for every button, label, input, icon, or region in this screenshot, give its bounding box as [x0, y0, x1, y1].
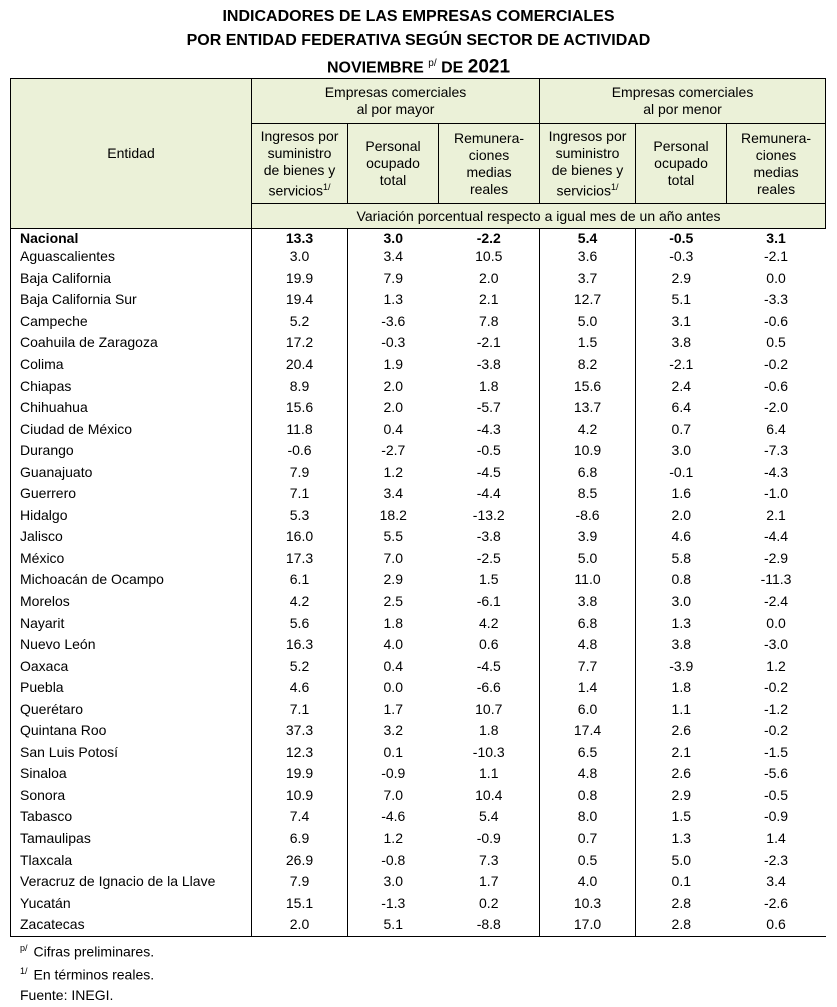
cell-remuneraciones-mayor: 2.1	[439, 289, 540, 311]
cell-personal-menor: -3.9	[669, 657, 694, 674]
cell-remuneraciones-mayor: 1.8	[439, 720, 540, 742]
cell-entidad: Chihuahua	[11, 397, 252, 419]
cell-ingresos-mayor: 13.3	[252, 229, 348, 247]
cell-ingresos-mayor: 12.3	[252, 742, 348, 764]
cell-ingresos-mayor: 4.6	[252, 677, 348, 699]
cell-ingresos-menor: 6.8	[540, 461, 636, 483]
cell-personal-mayor: 0.4	[383, 657, 403, 674]
table-row	[11, 526, 826, 548]
cell-remuneraciones-mayor: -13.2	[439, 505, 540, 527]
cell-ingresos-menor: 12.7	[540, 289, 636, 311]
cell-personal-mayor: 5.1	[348, 914, 439, 936]
cell-entidad: Guanajuato	[11, 461, 252, 483]
cell-personal-menor: 4.6	[671, 528, 691, 545]
cell-remuneraciones-mayor: -5.7	[439, 397, 540, 419]
cell-ingresos-menor: 4.2	[540, 418, 636, 440]
cell-entidad: Zacatecas	[11, 914, 252, 936]
cell-entidad: Sonora	[11, 785, 252, 807]
cell-personal-mayor: 1.9	[383, 356, 403, 372]
table-row	[11, 483, 826, 505]
cell-personal-mayor: -0.3	[381, 334, 406, 351]
cell-remuneraciones-mayor: -10.3	[439, 742, 540, 764]
cell-entidad: Hidalgo	[11, 505, 252, 527]
cell-ingresos-menor: 3.6	[540, 246, 636, 268]
table-row	[11, 914, 826, 936]
table-row	[11, 397, 826, 419]
table-row	[11, 720, 826, 742]
cell-ingresos-menor: 6.5	[540, 742, 636, 764]
cell-entidad: Tamaulipas	[11, 828, 252, 850]
cell-personal-menor: 3.0	[671, 593, 691, 610]
table-row	[11, 505, 826, 527]
cell-personal-menor: 0.1	[671, 873, 691, 890]
cell-remuneraciones-menor: 0.0	[766, 269, 786, 286]
cell-entidad: Durango	[11, 440, 252, 462]
cell-remuneraciones-menor: -5.6	[763, 765, 789, 782]
cell-ingresos-mayor: 17.2	[252, 332, 348, 354]
cell-remuneraciones-mayor: 10.4	[439, 785, 540, 807]
cell-personal-menor: 2.6	[671, 722, 691, 739]
cell-remuneraciones-mayor: 2.0	[439, 268, 540, 290]
cell-remuneraciones-menor: -2.9	[763, 549, 789, 566]
cell-remuneraciones-menor: -0.2	[763, 679, 789, 696]
cell-entidad: Jalisco	[11, 526, 252, 548]
cell-personal-mayor: 1.7	[383, 700, 403, 717]
cell-personal-mayor: 0.1	[383, 743, 403, 760]
header-remuneraciones-mayor: Remunera- ciones medias reales	[439, 124, 540, 204]
table-row	[11, 375, 826, 397]
table-row	[11, 332, 826, 354]
cell-personal-mayor: -4.6	[381, 808, 406, 825]
cell-ingresos-mayor: 15.6	[252, 397, 348, 419]
table-row	[11, 892, 826, 914]
cell-ingresos-mayor: 7.4	[252, 806, 348, 828]
cell-personal-menor: -2.1	[669, 356, 694, 372]
cell-ingresos-mayor: 8.9	[252, 375, 348, 397]
cell-ingresos-mayor: 3.0	[252, 246, 348, 268]
cell-personal-menor: 2.6	[671, 765, 691, 782]
cell-personal-menor: 6.4	[671, 399, 691, 416]
cell-ingresos-menor: 7.7	[540, 655, 636, 677]
cell-ingresos-mayor: 11.8	[252, 418, 348, 440]
cell-ingresos-menor: 6.8	[540, 612, 636, 634]
cell-ingresos-mayor: 17.3	[252, 548, 348, 570]
cell-personal-mayor: -2.7	[381, 442, 406, 459]
cell-remuneraciones-menor: -3.0	[763, 636, 789, 653]
cell-personal-menor: 0.8	[671, 571, 691, 588]
cell-remuneraciones-mayor: -3.8	[439, 354, 540, 376]
cell-remuneraciones-mayor: -3.8	[439, 526, 540, 548]
table-row	[11, 698, 826, 720]
cell-ingresos-mayor: 4.2	[252, 591, 348, 613]
cell-personal-menor: 2.8	[671, 894, 691, 911]
cell-remuneraciones-menor: -11.3	[760, 571, 792, 588]
cell-ingresos-mayor: 7.1	[252, 483, 348, 505]
cell-remuneraciones-mayor: -6.1	[439, 591, 540, 613]
cell-remuneraciones-mayor: -4.5	[439, 655, 540, 677]
cell-remuneraciones-menor: -2.3	[763, 851, 789, 868]
header-personal-mayor: Personal ocupado total	[348, 124, 439, 204]
cell-ingresos-menor: 1.5	[540, 332, 636, 354]
cell-personal-menor: 5.0	[671, 851, 691, 868]
title-line-2: POR ENTIDAD FEDERATIVA SEGÚN SECTOR DE ACTIVIDAD	[186, 32, 651, 49]
table-row	[11, 591, 826, 613]
cell-personal-mayor: 3.4	[383, 485, 403, 502]
cell-ingresos-mayor: 5.2	[252, 655, 348, 677]
cell-remuneraciones-menor: -1.0	[763, 485, 789, 502]
cell-remuneraciones-menor: -3.3	[763, 291, 789, 308]
cell-remuneraciones-menor: 2.1	[766, 506, 786, 523]
cell-remuneraciones-mayor: 1.8	[439, 375, 540, 397]
cell-entidad: Querétaro	[11, 698, 252, 720]
table-row	[11, 634, 826, 656]
cell-remuneraciones-mayor: 7.3	[439, 849, 540, 871]
cell-personal-mayor: -0.9	[381, 765, 406, 782]
cell-entidad: Guerrero	[11, 483, 252, 505]
cell-entidad: Chiapas	[11, 375, 252, 397]
cell-entidad: Colima	[11, 354, 252, 376]
table-row	[11, 785, 826, 807]
cell-remuneraciones-mayor: -2.1	[439, 332, 540, 354]
cell-remuneraciones-menor: 6.4	[766, 420, 786, 437]
cell-remuneraciones-menor: 0.5	[766, 334, 786, 351]
table-body	[11, 229, 826, 937]
cell-ingresos-mayor: 37.3	[252, 720, 348, 742]
cell-ingresos-menor: 5.0	[540, 311, 636, 333]
cell-ingresos-menor: 5.4	[540, 229, 636, 247]
cell-entidad: Sinaloa	[11, 763, 252, 785]
table-row	[11, 461, 826, 483]
footnote-source: Fuente: INEGI.	[20, 987, 114, 1004]
cell-personal-menor: -0.3	[669, 248, 694, 265]
cell-personal-mayor: 3.0	[383, 230, 403, 246]
header-remuneraciones-menor: Remunera- ciones medias reales	[727, 124, 826, 204]
cell-ingresos-mayor: 16.3	[252, 634, 348, 656]
cell-ingresos-menor: 3.9	[540, 526, 636, 548]
cell-personal-mayor: -3.6	[381, 312, 406, 329]
cell-ingresos-menor: 15.6	[540, 375, 636, 397]
table-row	[11, 354, 826, 376]
cell-personal-menor: 2.9	[671, 269, 691, 286]
cell-ingresos-mayor: 19.4	[252, 289, 348, 311]
table-row	[11, 569, 826, 591]
cell-ingresos-mayor: 10.9	[252, 785, 348, 807]
cell-ingresos-mayor: 26.9	[252, 849, 348, 871]
cell-personal-menor: 1.3	[671, 830, 691, 847]
cell-remuneraciones-menor: -0.2	[763, 356, 789, 372]
cell-ingresos-menor: 3.7	[540, 268, 636, 290]
cell-entidad: Nuevo León	[11, 634, 252, 656]
cell-personal-mayor: 7.0	[383, 549, 403, 566]
cell-personal-menor: 2.8	[636, 914, 727, 936]
cell-entidad: Nayarit	[11, 612, 252, 634]
table-row	[11, 763, 826, 785]
cell-remuneraciones-mayor: -2.2	[439, 229, 540, 247]
cell-remuneraciones-menor: -0.6	[763, 377, 789, 394]
title-year: 2021	[467, 56, 511, 78]
cell-entidad: Nacional	[11, 229, 252, 247]
cell-ingresos-mayor: 7.9	[252, 461, 348, 483]
cell-remuneraciones-menor: -0.2	[763, 722, 789, 739]
footnote-preliminary: $^{p/}$ Cifras preliminares.	[20, 943, 155, 960]
cell-personal-menor: 1.5	[671, 808, 691, 825]
cell-ingresos-menor: 3.8	[540, 591, 636, 613]
cell-personal-menor: 2.9	[671, 786, 691, 803]
header-group-mayor: Empresas comerciales al por mayor	[252, 79, 540, 124]
cell-ingresos-mayor: 19.9	[252, 268, 348, 290]
cell-entidad: Tabasco	[11, 806, 252, 828]
table-row	[11, 612, 826, 634]
cell-personal-mayor: 3.2	[383, 722, 403, 739]
cell-ingresos-menor: 6.0	[540, 698, 636, 720]
cell-entidad: Coahuila de Zaragoza	[11, 332, 252, 354]
cell-remuneraciones-menor: 3.4	[766, 873, 786, 890]
cell-personal-menor: 3.8	[671, 334, 691, 351]
cell-ingresos-menor: 0.8	[540, 785, 636, 807]
cell-remuneraciones-mayor: 0.2	[439, 892, 540, 914]
table-row	[11, 440, 826, 462]
cell-personal-menor: 3.8	[671, 636, 691, 653]
cell-ingresos-mayor: -0.6	[252, 440, 348, 462]
table-row	[11, 548, 826, 570]
cell-remuneraciones-menor: -2.1	[763, 248, 789, 265]
title-line-1: INDICADORES DE LAS EMPRESAS COMERCIALES	[222, 8, 615, 25]
cell-remuneraciones-menor: -7.3	[763, 442, 789, 459]
header-entidad: Entidad	[11, 79, 252, 229]
cell-entidad: Veracruz de Ignacio de la Llave	[11, 871, 252, 893]
table-row	[11, 418, 826, 440]
cell-entidad: Puebla	[11, 677, 252, 699]
cell-ingresos-menor: 4.8	[540, 634, 636, 656]
cell-remuneraciones-mayor: 1.5	[439, 569, 540, 591]
cell-remuneraciones-mayor: 1.7	[439, 871, 540, 893]
cell-ingresos-mayor: 15.1	[252, 892, 348, 914]
cell-ingresos-mayor: 5.6	[252, 612, 348, 634]
cell-personal-menor: 1.8	[671, 679, 691, 696]
cell-remuneraciones-mayor: 5.4	[439, 806, 540, 828]
header-personal-menor: Personal ocupado total	[636, 124, 727, 204]
cell-ingresos-mayor: 19.9	[252, 763, 348, 785]
cell-ingresos-menor: 0.5	[540, 849, 636, 871]
cell-remuneraciones-menor: -2.4	[763, 593, 789, 610]
cell-ingresos-menor: 8.2	[540, 354, 636, 376]
cell-personal-mayor: 18.2	[379, 506, 407, 523]
cell-personal-menor: 1.3	[671, 614, 691, 631]
cell-ingresos-mayor: 6.9	[252, 828, 348, 850]
cell-entidad: Oaxaca	[11, 655, 252, 677]
cell-personal-mayor: 2.9	[383, 571, 403, 588]
cell-personal-mayor: 2.5	[383, 593, 403, 610]
cell-personal-mayor: 2.0	[383, 377, 403, 394]
cell-remuneraciones-mayor: 4.2	[439, 612, 540, 634]
cell-ingresos-menor: -8.6	[540, 505, 636, 527]
cell-personal-mayor: 3.4	[383, 248, 403, 265]
cell-remuneraciones-menor: -2.0	[763, 399, 789, 416]
cell-entidad: Campeche	[11, 311, 252, 333]
table-row	[11, 246, 826, 268]
cell-entidad: Yucatán	[11, 892, 252, 914]
cell-ingresos-mayor: 7.9	[252, 871, 348, 893]
cell-ingresos-menor: 5.0	[540, 548, 636, 570]
cell-personal-mayor: 4.0	[383, 636, 403, 653]
cell-ingresos-menor: 8.5	[540, 483, 636, 505]
header-group-menor: Empresas comerciales al por menor	[540, 79, 826, 124]
cell-ingresos-menor: 11.0	[540, 569, 636, 591]
cell-ingresos-menor: 4.8	[540, 763, 636, 785]
cell-entidad: Baja California Sur	[11, 289, 252, 311]
cell-remuneraciones-menor: 0.0	[766, 614, 786, 631]
cell-personal-mayor: -0.8	[381, 851, 406, 868]
cell-ingresos-mayor: 16.0	[252, 526, 348, 548]
cell-remuneraciones-menor: -0.5	[763, 786, 789, 803]
cell-personal-mayor: -1.3	[381, 894, 406, 911]
table-row	[11, 828, 826, 850]
cell-ingresos-menor: 10.3	[540, 892, 636, 914]
cell-ingresos-mayor: 6.1	[252, 569, 348, 591]
cell-personal-menor: 2.4	[671, 377, 691, 394]
cell-remuneraciones-menor: 1.4	[766, 830, 786, 847]
header-ingresos-menor: Ingresos por suministro de bienes y servicios$^{1/}$	[540, 124, 636, 204]
cell-entidad: México	[11, 548, 252, 570]
cell-remuneraciones-menor: -1.2	[763, 700, 789, 717]
cell-personal-mayor: 1.3	[383, 291, 403, 308]
table-row	[11, 268, 826, 290]
cell-personal-mayor: 2.0	[383, 399, 403, 416]
table-row	[11, 311, 826, 333]
table-row	[11, 871, 826, 893]
cell-remuneraciones-mayor: 7.8	[439, 311, 540, 333]
table-row-nacional	[11, 229, 826, 247]
cell-ingresos-mayor: 5.3	[252, 505, 348, 527]
cell-personal-mayor: 7.0	[383, 786, 403, 803]
cell-ingresos-mayor: 7.1	[252, 698, 348, 720]
cell-entidad: Michoacán de Ocampo	[11, 569, 252, 591]
cell-remuneraciones-menor: -0.9	[763, 808, 789, 825]
cell-personal-mayor: 1.2	[383, 830, 403, 847]
cell-personal-menor: 2.1	[671, 743, 691, 760]
table-row	[11, 806, 826, 828]
cell-remuneraciones-menor: -1.5	[763, 743, 789, 760]
cell-remuneraciones-mayor: -0.5	[439, 440, 540, 462]
header-ingresos-mayor: Ingresos por suministro de bienes y servicios$^{1/}$	[252, 124, 348, 204]
cell-entidad: Tlaxcala	[11, 849, 252, 871]
cell-remuneraciones-mayor: -4.4	[439, 483, 540, 505]
cell-entidad: Quintana Roo	[11, 720, 252, 742]
table-row	[11, 289, 826, 311]
cell-ingresos-menor: 0.7	[540, 828, 636, 850]
cell-ingresos-menor: 13.7	[540, 397, 636, 419]
cell-personal-menor: -0.5	[669, 230, 694, 246]
cell-personal-mayor: 3.0	[383, 873, 403, 890]
cell-ingresos-mayor: 5.2	[252, 311, 348, 333]
cell-personal-menor: 3.1	[671, 312, 691, 329]
cell-personal-menor: 5.8	[671, 549, 691, 566]
cell-personal-menor: 1.6	[671, 485, 691, 502]
cell-personal-menor: -0.1	[669, 463, 694, 480]
cell-personal-menor: 0.7	[671, 420, 691, 437]
cell-remuneraciones-mayor: -4.5	[439, 461, 540, 483]
cell-remuneraciones-mayor: -8.8	[439, 914, 540, 936]
cell-remuneraciones-menor: -0.6	[763, 312, 789, 329]
cell-personal-menor: 2.0	[671, 506, 691, 523]
cell-ingresos-menor: 8.0	[540, 806, 636, 828]
cell-ingresos-menor: 4.0	[540, 871, 636, 893]
cell-personal-mayor: 5.5	[383, 528, 403, 545]
footnotes	[20, 939, 154, 1005]
table-row	[11, 677, 826, 699]
cell-remuneraciones-mayor: -6.6	[439, 677, 540, 699]
cell-remuneraciones-mayor: 10.7	[439, 698, 540, 720]
cell-personal-mayor: 1.8	[383, 614, 403, 631]
cell-remuneraciones-menor: 0.6	[727, 914, 826, 936]
cell-remuneraciones-menor: -4.3	[763, 463, 789, 480]
cell-ingresos-menor: 17.4	[540, 720, 636, 742]
cell-personal-menor: 5.1	[671, 291, 691, 308]
cell-remuneraciones-mayor: -2.5	[439, 548, 540, 570]
cell-entidad: Ciudad de México	[11, 418, 252, 440]
cell-personal-menor: 3.0	[671, 442, 691, 459]
cell-remuneraciones-menor: 3.1	[766, 230, 786, 246]
table-row	[11, 849, 826, 871]
cell-personal-menor: 1.1	[671, 700, 691, 717]
cell-remuneraciones-menor: -4.4	[763, 528, 789, 545]
cell-remuneraciones-mayor: 0.6	[439, 634, 540, 656]
cell-entidad: Aguascalientes	[11, 246, 252, 268]
cell-entidad: San Luis Potosí	[11, 742, 252, 764]
cell-ingresos-menor: 10.9	[540, 440, 636, 462]
header-variacion: Variación porcentual respecto a igual mes de un año antes	[252, 204, 826, 229]
cell-entidad: Baja California	[11, 268, 252, 290]
cell-ingresos-menor: 17.0	[540, 914, 636, 936]
cell-remuneraciones-mayor: -0.9	[439, 828, 540, 850]
cell-personal-mayor: 7.9	[383, 269, 403, 286]
footnote-real-terms: $^{1/}$ En términos reales.	[20, 965, 155, 983]
table-row	[11, 742, 826, 764]
cell-remuneraciones-mayor: -4.3	[439, 418, 540, 440]
cell-remuneraciones-mayor: 1.1	[439, 763, 540, 785]
table-row	[11, 655, 826, 677]
indicators-table	[10, 78, 826, 937]
cell-ingresos-menor: 1.4	[540, 677, 636, 699]
cell-ingresos-mayor: 2.0	[252, 914, 348, 936]
cell-personal-mayor: 0.4	[383, 420, 403, 437]
preliminary-superscript: p/	[428, 58, 437, 69]
title-line-3: NOVIEMBRE $^{p/}$ DE 2021	[326, 56, 511, 78]
cell-ingresos-mayor: 20.4	[252, 354, 348, 376]
cell-remuneraciones-menor: -2.6	[763, 894, 789, 911]
cell-entidad: Morelos	[11, 591, 252, 613]
cell-personal-mayor: 0.0	[383, 679, 403, 696]
cell-remuneraciones-mayor: 10.5	[439, 246, 540, 268]
cell-remuneraciones-menor: 1.2	[766, 657, 786, 674]
cell-personal-mayor: 1.2	[383, 463, 403, 480]
